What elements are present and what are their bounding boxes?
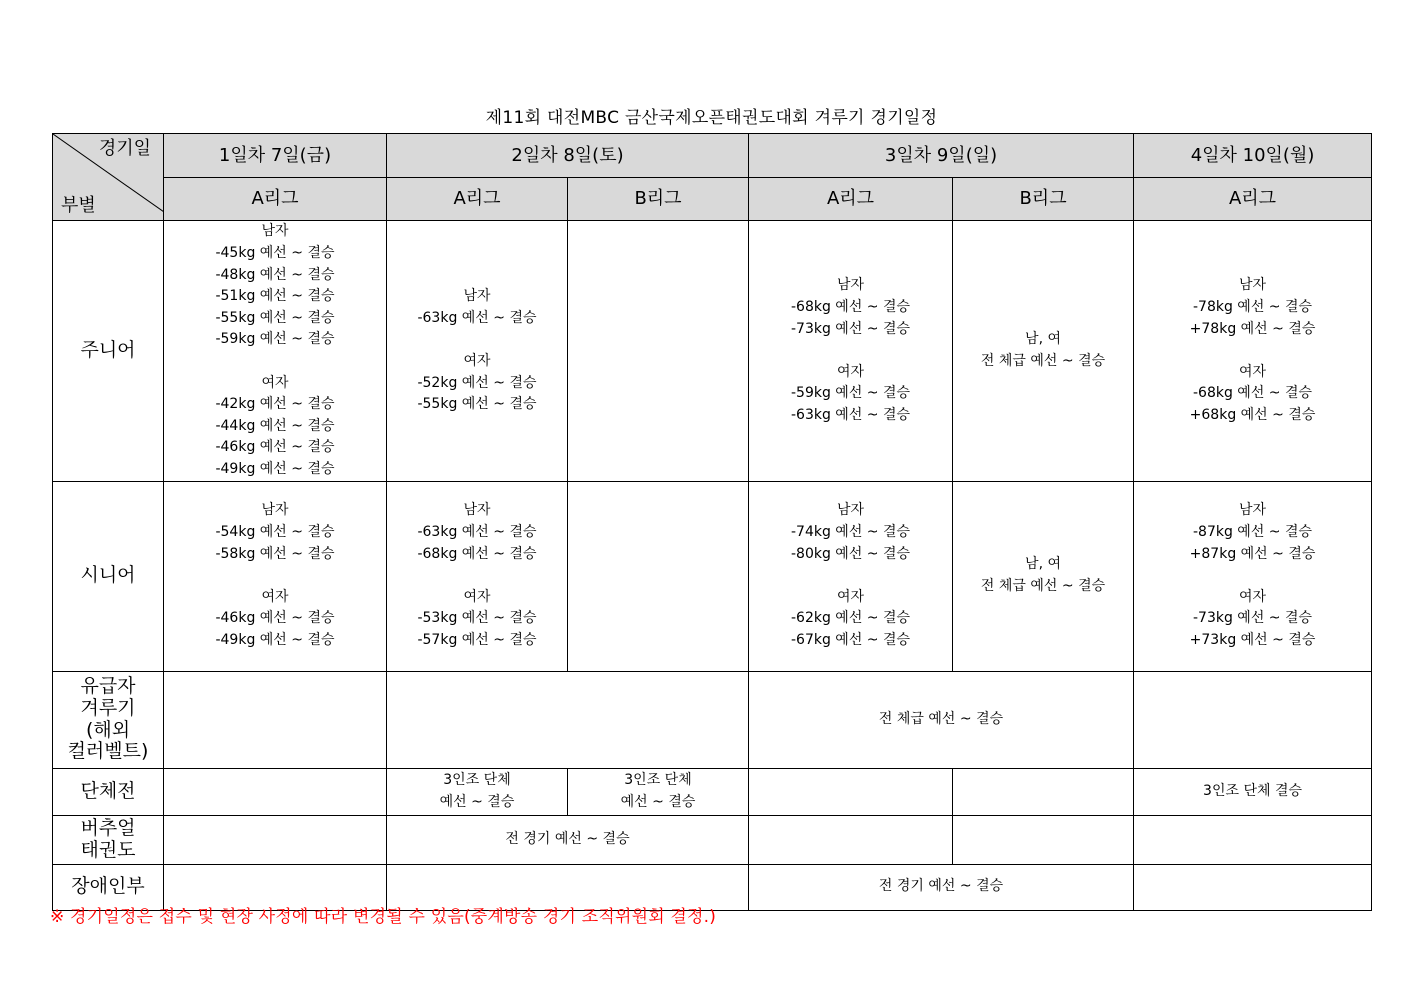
header-corner-cell [53, 134, 164, 221]
senior-day3-a-cell: 남자 -74kg 예선 ~ 결승 -80kg 예선 ~ 결승 여자 -62kg 예선 ~ 결승 -67kg 예선 ~ 결승 [749, 481, 953, 671]
division-disabled: 장애인부 [53, 864, 164, 910]
junior-day1-a-cell: 남자 -45kg 예선 ~ 결승 -48kg 예선 ~ 결승 -51kg 예선 ~ 결승 -55kg 예선 ~ 결승 -59kg 예선 ~ 결승 여자 -42kg 예선 ~ 결승 -44kg 예선 ~ 결승 -46kg 예선 ~ 결승 -49kg 예선 ~ 결승 [164, 221, 387, 481]
virtual-day4-cell [1134, 815, 1372, 864]
junior-day3-a-cell: 남자 -68kg 예선 ~ 결승 -73kg 예선 ~ 결승 여자 -59kg 예선 ~ 결승 -63kg 예선 ~ 결승 [749, 221, 953, 481]
junior-day2-b-cell [568, 221, 749, 481]
team-day2-b-cell: 3인조 단체 예선 ~ 결승 [568, 768, 749, 815]
page-title: 제11회 대전MBC 금산국제오픈태권도대회 겨루기 경기일정 [485, 108, 938, 128]
league-header-day2-b: B리그 [568, 177, 749, 221]
day-header-1: 1일차 7일(금) [164, 134, 387, 178]
team-day3-a-cell [749, 768, 953, 815]
corner-label-date: 경기일 [98, 138, 151, 159]
league-header-day3-b: B리그 [953, 177, 1134, 221]
virtual-day3-b-cell [953, 815, 1134, 864]
senior-row [53, 481, 1372, 671]
senior-day4-a-cell: 남자 -87kg 예선 ~ 결승 +87kg 예선 ~ 결승 여자 -73kg 예선 ~ 결승 +73kg 예선 ~ 결승 [1134, 481, 1372, 671]
division-junior: 주니어 [53, 221, 164, 481]
division-team: 단체전 [53, 768, 164, 815]
team-day2-a-cell: 3인조 단체 예선 ~ 결승 [387, 768, 568, 815]
junior-row [53, 221, 1372, 481]
schedule-table [52, 133, 1372, 911]
team-day4-a-cell: 3인조 단체 결승 [1134, 768, 1372, 815]
virtual-row [53, 815, 1372, 864]
virtual-day3-a-cell [749, 815, 953, 864]
kyu-day1-cell [164, 671, 387, 768]
kyu-row [53, 671, 1372, 768]
team-day1-a-cell [164, 768, 387, 815]
schedule-change-note: ※ 경기일정은 접수 및 현장 사정에 따라 변경될 수 있음(중계방송 경기 조직위원회 결정.) [50, 907, 717, 927]
day-header-2: 2일차 8일(토) [387, 134, 749, 178]
division-virtual: 버추얼 태권도 [53, 815, 164, 864]
virtual-day1-cell [164, 815, 387, 864]
team-row [53, 768, 1372, 815]
day-header-4: 4일차 10일(월) [1134, 134, 1372, 178]
senior-day1-a-cell: 남자 -54kg 예선 ~ 결승 -58kg 예선 ~ 결승 여자 -46kg 예선 ~ 결승 -49kg 예선 ~ 결승 [164, 481, 387, 671]
disabled-day3-cell: 전 경기 예선 ~ 결승 [749, 864, 1134, 910]
senior-day2-b-cell [568, 481, 749, 671]
day-header-row [53, 134, 1372, 178]
junior-day4-a-cell: 남자 -78kg 예선 ~ 결승 +78kg 예선 ~ 결승 여자 -68kg 예선 ~ 결승 +68kg 예선 ~ 결승 [1134, 221, 1372, 481]
kyu-day3-cell: 전 체급 예선 ~ 결승 [749, 671, 1134, 768]
league-header-day4-a: A리그 [1134, 177, 1372, 221]
division-senior: 시니어 [53, 481, 164, 671]
kyu-day4-cell [1134, 671, 1372, 768]
division-kyu: 유급자 겨루기 (해외 컬러벨트) [53, 671, 164, 768]
senior-day3-b-cell: 남, 여 전 체급 예선 ~ 결승 [953, 481, 1134, 671]
junior-day3-b-cell: 남, 여 전 체급 예선 ~ 결승 [953, 221, 1134, 481]
league-header-day3-a: A리그 [749, 177, 953, 221]
kyu-day2-cell [387, 671, 749, 768]
league-header-day2-a: A리그 [387, 177, 568, 221]
team-day3-b-cell [953, 768, 1134, 815]
day-header-3: 3일차 9일(일) [749, 134, 1134, 178]
league-header-row [53, 177, 1372, 221]
senior-day2-a-cell: 남자 -63kg 예선 ~ 결승 -68kg 예선 ~ 결승 여자 -53kg 예선 ~ 결승 -57kg 예선 ~ 결승 [387, 481, 568, 671]
corner-label-division: 부별 [61, 194, 96, 216]
disabled-day4-cell [1134, 864, 1372, 910]
virtual-day2-cell: 전 경기 예선 ~ 결승 [387, 815, 749, 864]
league-header-day1-a: A리그 [164, 177, 387, 221]
junior-day2-a-cell: 남자 -63kg 예선 ~ 결승 여자 -52kg 예선 ~ 결승 -55kg 예선 ~ 결승 [387, 221, 568, 481]
